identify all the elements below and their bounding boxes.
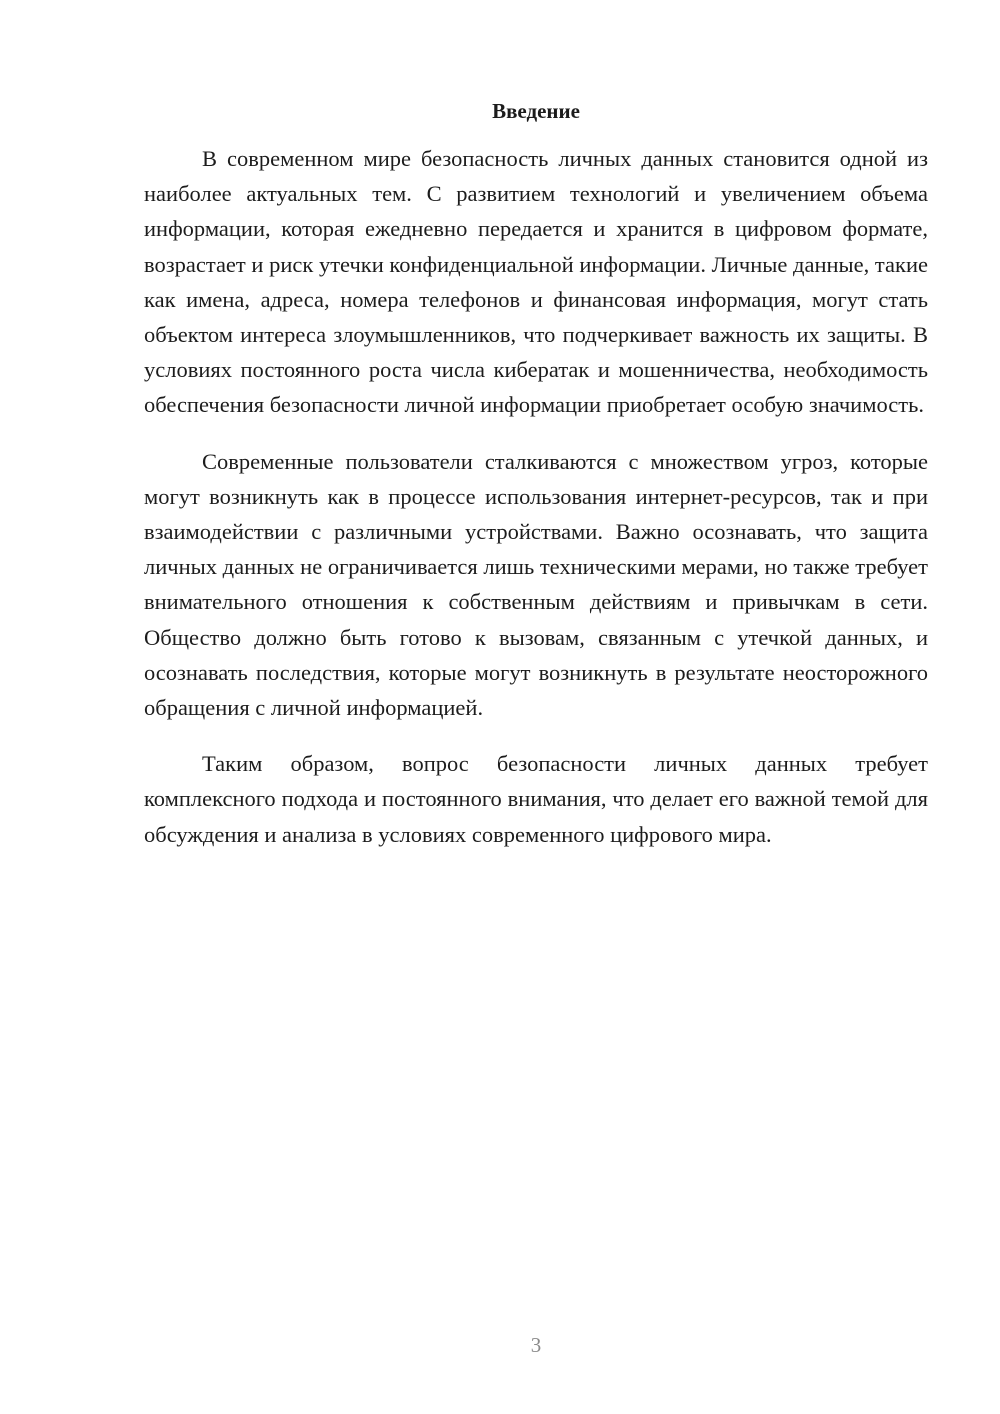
paragraph-1: В современном мире безопасность личных данных становится одной из наиболее актуальных тем. С развитием технологий и увеличением объема информации, которая ежедневно передается и хранится в цифровом формате, возрастает и риск утечки конфиденциальной информации. Личные данные, такие как имена, адреса, номера телефонов и финансовая информация, могут стать объектом интереса злоумышленников, что подчеркивает важность их защиты. В условиях постоянного роста числа кибератак и мошенничества, необходимость обеспечения безопасности личной информации приобретает особую значимость. bbox=[144, 146, 928, 418]
paragraph-2: Современные пользователи сталкиваются с множеством угроз, которые могут возникнуть как в процессе использования интернет-ресурсов, так и при взаимодействии с различными устройствами. Важно осознавать, что защита личных данных не ограничивается лишь техническими мерами, но также требует внимательного отношения к собственным действиям и привычкам в сети. Общество должно быть готово к вызовам, связанным с утечкой данных, и осознавать последствия, которые могут возникнуть в результате неосторожного обращения с личной информацией. bbox=[144, 448, 928, 721]
paragraph-3: Таким образом, вопрос безопасности личных данных требует комплексного подхода и постоянного внимания, что делает его важной темой для обсуждения и анализа в условиях современного цифрового мира. bbox=[144, 751, 928, 847]
page-title: Введение bbox=[492, 99, 580, 123]
page-number: 3 bbox=[530, 1333, 542, 1357]
body-text bbox=[144, 141, 928, 873]
